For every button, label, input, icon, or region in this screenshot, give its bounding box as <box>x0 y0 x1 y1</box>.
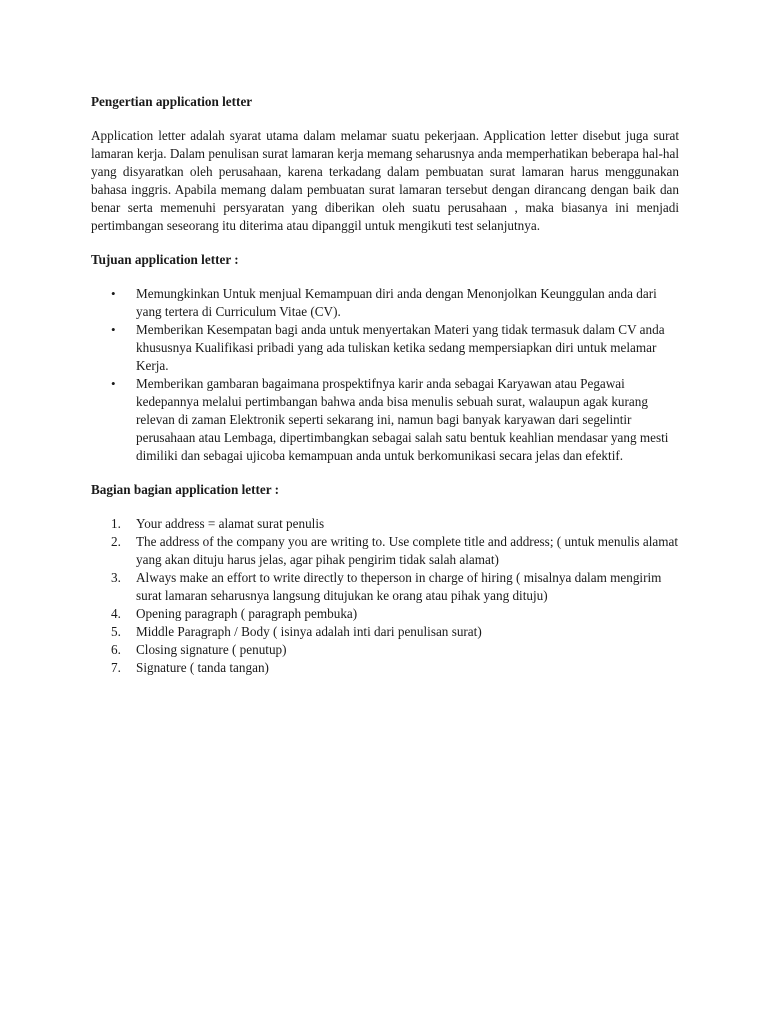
list-item <box>91 659 679 677</box>
document-title: Pengertian application letter <box>91 94 253 109</box>
list-item <box>91 321 679 375</box>
list-number: 4. <box>111 606 121 621</box>
list-item <box>91 569 679 605</box>
list-item-text: Signature ( tanda tangan) <box>136 660 269 675</box>
list-item-text: Your address = alamat surat penulis <box>136 516 325 531</box>
list-number: 5. <box>111 624 121 639</box>
list-item-text: Always make an effort to write directly to theperson in charge of hiring ( misalnya dalam mengirim surat lamaran seharusnya langsung ditujukan ke orang atau pihak yang dituju) <box>136 570 662 603</box>
list-item-text: Closing signature ( penutup) <box>136 642 287 657</box>
list-number: 7. <box>111 660 121 675</box>
list-item-text: Memberikan gambaran bagaimana prospektifnya karir anda sebagai Karyawan atau Pegawai kedepannya melalui pertimbangan bahwa anda bisa menulis sebuah surat, walaupun agak kurang relevan di zaman Elektronik seperti sekarang ini, namun bagi banyak karyawan dari segelintir perusahaan atau Lembaga, dipertimbangkan sebagai salah satu bentuk keahlian mendasar yang mesti dimiliki dan sebagai ujicoba kemampuan anda untuk berkomunikasi secara jelas dan efektif. <box>136 376 669 463</box>
list-item-text: The address of the company you are writing to. Use complete title and address; ( untuk menulis alamat yang akan dituju harus jelas, agar pihak pengirim tidak salah alamat) <box>136 534 679 567</box>
list-item-text: Memungkinkan Untuk menjual Kemampuan diri anda dengan Menonjolkan Keunggulan anda dari yang tertera di Curriculum Vitae (CV). <box>136 286 657 319</box>
purpose-list <box>91 285 679 465</box>
list-item <box>91 375 679 465</box>
intro-paragraph: Application letter adalah syarat utama dalam melamar suatu pekerjaan. Application letter disebut juga surat lamaran kerja. Dalam penulisan surat lamaran kerja memang seharusnya anda memperhatikan beberapa hal-hal yang disyaratkan oleh perusahaan, karena terkadang dalam pembuatan surat lamaran harus menggunakan bahasa inggris. Apabila memang dalam pembuatan surat lamaran tersebut dengan dirancang dengan baik dan benar serta memenuhi persyaratan yang diberikan oleh suatu perusahaan , maka biasanya ini menjadi pertimbangan seseorang itu diterima atau dipanggil untuk mengikuti test selanjutnya. <box>91 128 679 233</box>
list-item-text: Middle Paragraph / Body ( isinya adalah inti dari penulisan surat) <box>136 624 482 639</box>
list-item <box>91 533 679 569</box>
purpose-heading: Tujuan application letter : <box>91 252 239 267</box>
list-number: 2. <box>111 534 121 549</box>
list-item <box>91 285 679 321</box>
parts-list <box>91 515 679 677</box>
parts-heading: Bagian bagian application letter : <box>91 482 280 497</box>
bullet-icon: • <box>111 322 116 337</box>
list-item-text: Memberikan Kesempatan bagi anda untuk menyertakan Materi yang tidak termasuk dalam CV anda khususnya Kualifikasi pribadi yang ada tuliskan ketika sedang mempersiapkan diri untuk melamar Kerja. <box>136 322 665 373</box>
bullet-icon: • <box>111 286 116 301</box>
list-item <box>91 641 679 659</box>
document-page <box>91 93 679 677</box>
bullet-icon: • <box>111 376 116 391</box>
list-item <box>91 515 679 533</box>
list-number: 1. <box>111 516 121 531</box>
list-item <box>91 623 679 641</box>
list-item-text: Opening paragraph ( paragraph pembuka) <box>136 606 358 621</box>
list-number: 3. <box>111 570 121 585</box>
list-item <box>91 605 679 623</box>
list-number: 6. <box>111 642 121 657</box>
